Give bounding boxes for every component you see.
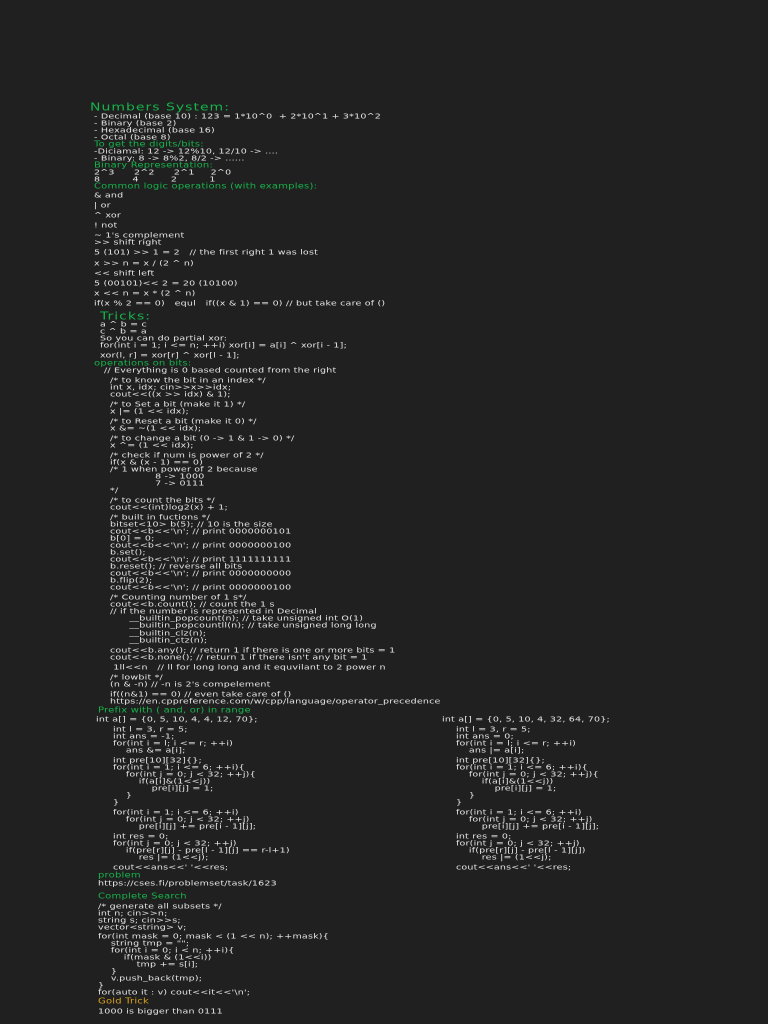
prefix-left-line: for(int j = 0; j < 32; ++j) xyxy=(113,815,250,824)
numbers-item: - Decimal (base 10) : 123 = 1*10^0 + 2*10^1 + 3*10^2 xyxy=(94,112,382,121)
operations-line: x |= (1 << idx); xyxy=(110,407,189,416)
operations-line: /* check if num is power of 2 */ xyxy=(110,451,264,460)
prefix-right-line: for(int i = 1; i <= 6; ++i) xyxy=(456,808,582,817)
numbers-system-title: Numbers System: xyxy=(90,101,230,114)
prefix-left-line: int a[] = {0, 5, 10, 4, 4, 12, 70}; xyxy=(96,715,258,724)
logic-line: 5 (00101)<< 2 = 20 (10100) xyxy=(94,279,238,288)
prefix-left-line: int res = 0; xyxy=(113,832,169,841)
operations-line: cout<<b<<'\n'; // print 1111111111 xyxy=(110,555,292,564)
digits-line: -Diciamal: 12 -> 12%10, 12/10 -> .... xyxy=(94,147,279,156)
operations-line: __builtin_popcountll(n); // take unsigned long long xyxy=(110,621,377,630)
prefix-right-line: res |= (1<<j); xyxy=(456,853,552,862)
logic-line: >> shift right xyxy=(94,238,162,247)
operations-line: x &= ~(1 << idx); xyxy=(110,424,202,433)
prefix-right-line: } xyxy=(456,798,463,807)
prefix-left-line: res |= (1<<j); xyxy=(113,853,209,862)
digits-line: - Binary: 8 -> 8%2, 8/2 -> ...... xyxy=(94,154,245,163)
complete-search-line: tmp += s[i]; xyxy=(98,960,199,969)
logic-line: ! not xyxy=(94,221,118,230)
prefix-right-line: pre[i][j] = 1; xyxy=(456,784,557,793)
prefix-left-line: for(int j = 0; j < 32; ++j) xyxy=(113,839,237,848)
logic-heading: Common logic operations (with examples): xyxy=(94,182,318,191)
prefix-right-line: cout<<ans<<' '<<res; xyxy=(456,863,572,872)
operations-line: /* to Set a bit (make it 1) */ xyxy=(110,400,246,409)
numbers-item: - Hexadecimal (base 16) xyxy=(94,126,215,135)
prefix-left-line: cout<<ans<<' '<<res; xyxy=(113,863,229,872)
logic-line: x >> n = x / (2 ^ n) xyxy=(94,259,194,268)
prefix-right-line: int a[] = {0, 5, 10, 4, 32, 64, 70}; xyxy=(442,715,610,724)
tricks-line: So you can do partial xor: xyxy=(100,334,228,343)
prefix-left-line: int pre[10][32]{}; xyxy=(113,756,202,765)
prefix-right-line: if(a[i]&(1<<j)) xyxy=(456,777,554,786)
prefix-right-line: pre[i][j] += pre[i - 1][j]; xyxy=(456,822,600,831)
problem-link[interactable]: https://cses.fi/problemset/task/1623 xyxy=(98,879,277,888)
prefix-left-line: ans &= a[i]; xyxy=(113,746,186,755)
prefix-left-line: for(int i = l; i <= r; ++i) xyxy=(113,739,234,748)
logic-line: | or xyxy=(94,201,111,210)
logic-line: x << n = x * (2 ^ n) xyxy=(94,289,196,298)
prefix-left-line: int l = 3, r = 5; xyxy=(113,725,188,734)
logic-line: << shift left xyxy=(94,269,155,278)
operations-line: /* lowbit */ xyxy=(110,673,163,682)
operations-line: cout<<b<<'\n'; // print 0000000000 xyxy=(110,569,292,578)
prefix-right-line: int ans = 0; xyxy=(456,732,514,741)
operations-line: b.flip(2); xyxy=(110,576,153,585)
complete-search-line: v.push_back(tmp); xyxy=(98,974,203,983)
operations-line: x ^= (1 << idx); xyxy=(110,441,194,450)
prefix-right-line: for(int j = 0; j < 32; ++j){ xyxy=(456,770,599,779)
binary-rep-heading: Binary Representation: xyxy=(94,161,214,170)
complete-search-line: } xyxy=(98,967,118,976)
prefix-left-line: for(int i = 1; i <= 6; ++i){ xyxy=(113,763,245,772)
operations-line: cout<<b.count(); // count the 1 s xyxy=(110,600,275,609)
operations-line: b.set(); xyxy=(110,548,146,557)
logic-line: if(x % 2 == 0) equl if((x & 1) == 0) // but take care of () xyxy=(94,299,386,308)
prefix-right-line: for(int i = 1; i <= 6; ++i){ xyxy=(456,763,588,772)
operations-line: __builtin_ctz(n); xyxy=(110,636,208,645)
gold-trick-text: 1000 is bigger than 0111 xyxy=(98,1007,223,1016)
operations-line: cout<<b<<'\n'; // print 0000000101 xyxy=(110,527,292,536)
operations-line: bitset<10> b(5); // 10 is the size xyxy=(110,520,273,529)
operations-line: __builtin_clz(n); xyxy=(110,629,207,638)
complete-search-line: if(mask & (1<<i)) xyxy=(98,953,212,962)
complete-search-line: for(int i = 0; i < n; ++i){ xyxy=(98,946,235,955)
prefix-left-line: for(int j = 0; j < 32; ++j){ xyxy=(113,770,256,779)
logic-line: ~ 1's complement xyxy=(94,231,185,240)
operations-line: 7 -> 0111 xyxy=(110,479,205,488)
prefix-left-line: int ans = -1; xyxy=(113,732,175,741)
logic-line: ^ xor xyxy=(94,211,122,220)
prefix-left-line: pre[i][j] += pre[i - 1][j]; xyxy=(113,822,257,831)
tricks-title: Tricks: xyxy=(100,310,151,323)
operations-line: /* to know the bit in an index */ xyxy=(110,376,266,385)
operations-line: 8 -> 1000 xyxy=(110,472,205,481)
operations-line: cout<<(int)log2(x) + 1; xyxy=(110,503,228,512)
complete-search-line: string s; cin>>s; xyxy=(98,916,181,925)
prefix-left-line: } xyxy=(113,791,133,800)
prefix-left-line: for(int i = 1; i <= 6; ++i) xyxy=(113,808,239,817)
operations-line: /* to count the bits */ xyxy=(110,496,215,505)
operations-line: b.reset(); // reverse all bits xyxy=(110,562,243,571)
operations-line: // if the number is represented in Decimal xyxy=(110,607,318,616)
prefix-heading: Prefix with ( and, or) in range xyxy=(98,706,251,715)
prefix-right-line: for(int i = l; i <= r; ++i) xyxy=(456,739,577,748)
operations-line: /* built in fuctions */ xyxy=(110,513,211,522)
prefix-left-line: if(pre[r][j] - pre[l - 1][j] == r-l+1) xyxy=(113,846,290,855)
complete-search-line: for(int mask = 0; mask < (1 << n); ++mask){ xyxy=(98,932,329,941)
prefix-right-line: ans |= a[i]; xyxy=(456,746,525,755)
operations-line: if(x & (x - 1) == 0) xyxy=(110,458,204,467)
tricks-line: c ^ b = a xyxy=(100,327,147,336)
complete-search-line: } xyxy=(98,981,105,990)
operations-line: cout<<b<<'\n'; // print 0000000100 xyxy=(110,583,292,592)
numbers-item: - Octal (base 8) xyxy=(94,133,171,142)
prefix-left-line: pre[i][j] = 1; xyxy=(113,784,214,793)
complete-search-line: for(auto it : v) cout<<it<<'\n'; xyxy=(98,988,251,997)
operations-line: cout<<((x >> idx) & 1); xyxy=(110,390,231,399)
complete-search-heading: Complete Search xyxy=(98,892,187,901)
operations-line: __builtin_popcount(n); // take unsigned int O(1) xyxy=(110,614,364,623)
logic-line: & and xyxy=(94,191,124,200)
operations-line: /* to Reset a bit (make it 0) */ xyxy=(110,417,257,426)
binary-rep-line: 2^3 2^2 2^1 2^0 xyxy=(94,168,232,177)
logic-line: 5 (101) >> 1 = 2 // the first right 1 was lost xyxy=(94,248,319,257)
gold-trick-heading: Gold Trick xyxy=(98,997,149,1006)
operations-line: /* Counting number of 1 s*/ xyxy=(110,593,247,602)
complete-search-line: string tmp = ""; xyxy=(98,939,190,948)
numbers-item: - Binary (base 2) xyxy=(94,119,177,128)
operations-heading: operations on bits: xyxy=(94,359,192,368)
operations-line: */ xyxy=(110,486,119,495)
operations-line: b[0] = 0; xyxy=(110,534,155,543)
operations-line: int x, idx; cin>>x>>idx; xyxy=(110,383,232,392)
complete-search-line: /* generate all subsets */ xyxy=(98,902,222,911)
operations-line: cout<<b.any(); // return 1 if there is one or more bits = 1 xyxy=(110,646,396,655)
operations-line: /* to change a bit (0 -> 1 & 1 -> 0) */ xyxy=(110,434,295,443)
prefix-right-line: int pre[10][32]{}; xyxy=(456,756,545,765)
tricks-line: for(int i = 1; i <= n; ++i) xor[i] = a[i] ^ xor[i - 1]; xyxy=(100,341,347,350)
operations-link[interactable]: https://en.cppreference.com/w/cpp/language/operator_precedence xyxy=(110,697,441,706)
prefix-left-line: if(a[i]&(1<<j)) xyxy=(113,777,211,786)
digits-heading: To get the digits/bits: xyxy=(94,140,204,149)
tricks-line: a ^ b = c xyxy=(100,320,147,329)
complete-search-line: vector<string> v; xyxy=(98,923,187,932)
operations-line: if((n&1) == 0) // even take care of () xyxy=(110,690,292,699)
tricks-line: xor(l, r] = xor[r] ^ xor[l - 1]; xyxy=(100,351,240,360)
operations-line: cout<<b<<'\n'; // print 0000000100 xyxy=(110,541,292,550)
operations-line: 1ll<<n // ll for long long and it equvilant to 2 power n xyxy=(110,663,386,672)
prefix-right-line: for(int j = 0; j < 32; ++j) xyxy=(456,815,593,824)
complete-search-line: int n; cin>>n; xyxy=(98,909,168,918)
prefix-right-line: for(int j = 0; j < 32; ++j) xyxy=(456,839,580,848)
prefix-right-line: int res = 0; xyxy=(456,832,512,841)
prefix-right-line: if(pre[r][j] - pre[l - 1][j]) xyxy=(456,846,586,855)
operations-line: // Everything is 0 based counted from the right xyxy=(104,366,337,375)
prefix-right-line: int l = 3, r = 5; xyxy=(456,725,531,734)
operations-line: cout<<b.none(); // return 1 if there isn't any bit = 1 xyxy=(110,653,368,662)
prefix-right-line: } xyxy=(456,791,476,800)
operations-line: /* 1 when power of 2 because xyxy=(110,465,258,474)
problem-heading: problem xyxy=(98,871,141,880)
operations-line: (n & -n) // -n is 2's compelement xyxy=(110,680,271,689)
binary-rep-line: 8 4 2 1 xyxy=(94,175,216,184)
prefix-left-line: } xyxy=(113,798,120,807)
